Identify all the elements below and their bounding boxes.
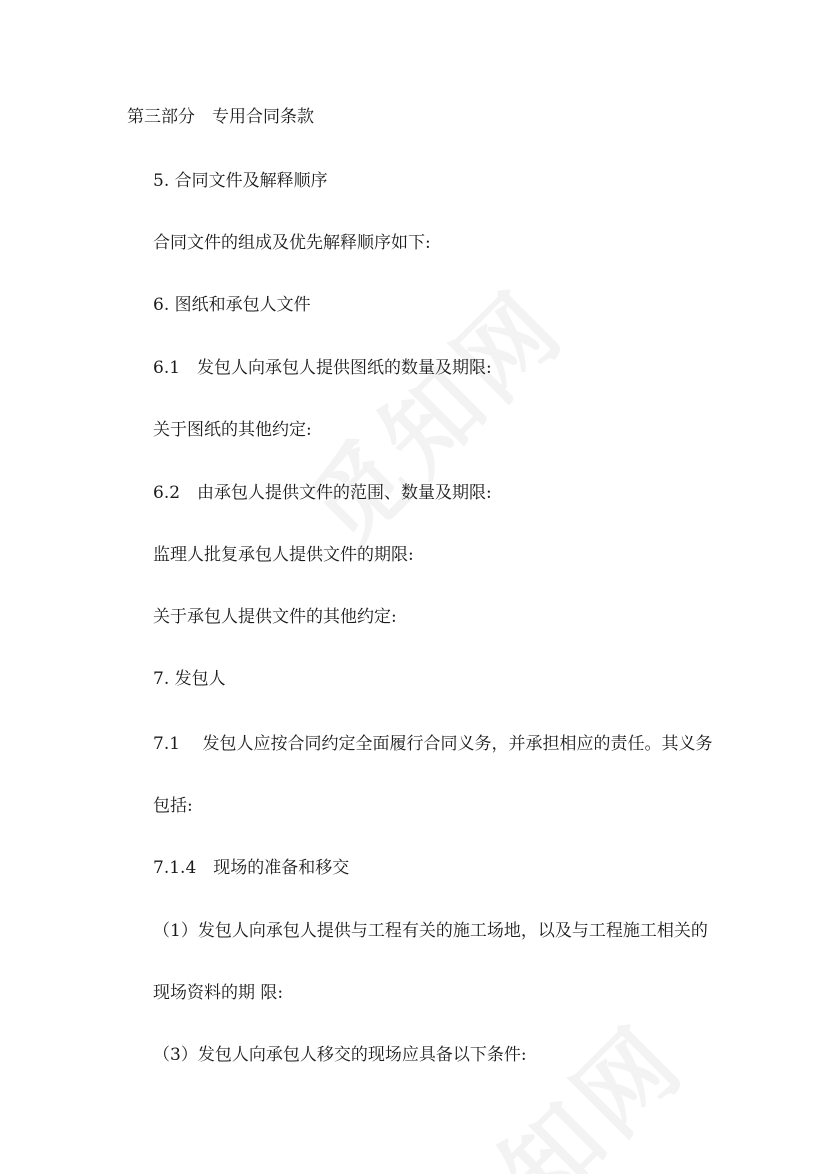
watermark-logo-partial bbox=[392, 990, 709, 1174]
item-3-text: （3）发包人向承包人移交的现场应具备以下条件: bbox=[153, 1045, 527, 1065]
watermark-logo bbox=[272, 255, 589, 572]
contractor-docs-other-text: 关于承包人提供文件的其他约定: bbox=[153, 607, 397, 627]
drawings-other-text: 关于图纸的其他约定: bbox=[153, 420, 312, 440]
clause-6-heading: 6. 图纸和承包人文件 bbox=[153, 295, 311, 315]
clause-5-text: 合同文件的组成及优先解释顺序如下: bbox=[153, 233, 431, 253]
clause-7-1-4-heading: 7.1.4 现场的准备和移交 bbox=[153, 858, 350, 878]
clause-5-heading: 5. 合同文件及解释顺序 bbox=[153, 171, 328, 191]
clause-6-2-text: 6.2 由承包人提供文件的范围、数量及期限: bbox=[153, 483, 492, 503]
section-heading: 第三部分 专用合同条款 bbox=[127, 107, 314, 127]
clause-7-heading: 7. 发包人 bbox=[153, 669, 226, 689]
clause-6-1-text: 6.1 发包人向承包人提供图纸的数量及期限: bbox=[153, 358, 492, 378]
clause-7-1-continued: 包括: bbox=[153, 796, 193, 816]
supervisor-approval-text: 监理人批复承包人提供文件的期限: bbox=[153, 545, 414, 565]
clause-7-1-text: 7.1 发包人应按合同约定全面履行合同义务，并承担相应的责任。其义务 bbox=[153, 734, 713, 754]
item-1-text: （1）发包人向承包人提供与工程有关的施工场地，以及与工程施工相关的 bbox=[153, 921, 708, 941]
item-1-continued: 现场资料的期 限: bbox=[153, 983, 284, 1003]
